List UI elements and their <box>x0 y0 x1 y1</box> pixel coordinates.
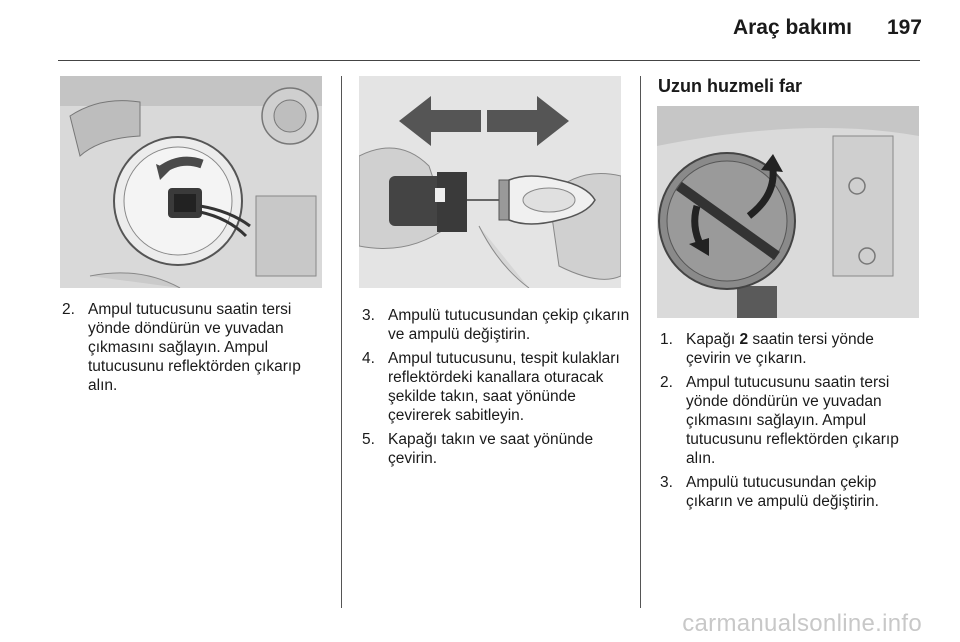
step-text: Ampul tutucusunu saatin tersi yönde döndürün ve yuvadan çıkmasını sağlayın. Ampul tutucusunu reflektörden çıkarıp alın. <box>88 301 301 394</box>
step-text: Ampulü tutucusundan çekip çıkarın ve ampulü değiştirin. <box>388 307 630 343</box>
step-number: 3. <box>660 474 673 491</box>
watermark: carmanualsonline.info <box>682 610 922 637</box>
bulb-removal-illustration <box>359 76 621 288</box>
step-number: 4. <box>362 350 375 367</box>
step-number: 2. <box>62 301 75 318</box>
step-number: 5. <box>362 431 375 448</box>
step-number: 3. <box>362 307 375 324</box>
col1-steps <box>62 300 324 400</box>
step-text: Kapağı takın ve saat yönünde çevirin. <box>388 431 594 467</box>
step-text: Ampulü tutucusundan çekip çıkarın ve ampulü değiştirin. <box>686 474 879 510</box>
list-item <box>362 430 632 468</box>
list-item <box>660 330 922 368</box>
callout-number: 2 <box>739 331 749 348</box>
bulb-holder-rotation-illustration <box>60 76 322 288</box>
list-item <box>660 473 922 511</box>
list-item <box>660 373 922 468</box>
col3-steps <box>660 330 922 516</box>
step-text: Kapağı <box>686 331 740 348</box>
page-number: 197 <box>886 16 922 39</box>
step-number: 1. <box>660 331 673 348</box>
step-number: 2. <box>660 374 673 391</box>
step-text: Ampul tutucusunu, tespit kulakları reflektördeki kanallara oturacak şekilde takın, saat yönünde çevirerek sabitleyin. <box>388 350 620 424</box>
column-divider-2 <box>640 76 641 608</box>
step-text: saatin tersi yönde çevirin ve çıkarın. <box>686 331 874 367</box>
page-header <box>0 0 960 62</box>
col2-steps <box>362 306 632 473</box>
list-item <box>362 306 632 344</box>
column-divider-1 <box>341 76 342 608</box>
high-beam-cover-illustration <box>657 106 919 318</box>
header-divider <box>58 60 920 61</box>
list-item <box>62 300 324 395</box>
section-title: Uzun huzmeli far <box>658 76 803 96</box>
step-text: Ampul tutucusunu saatin tersi yönde döndürün ve yuvadan çıkmasını sağlayın. Ampul tutucusunu reflektörden çıkarıp alın. <box>686 374 899 467</box>
list-item <box>362 349 632 425</box>
section-header-title: Araç bakımı <box>732 16 852 39</box>
